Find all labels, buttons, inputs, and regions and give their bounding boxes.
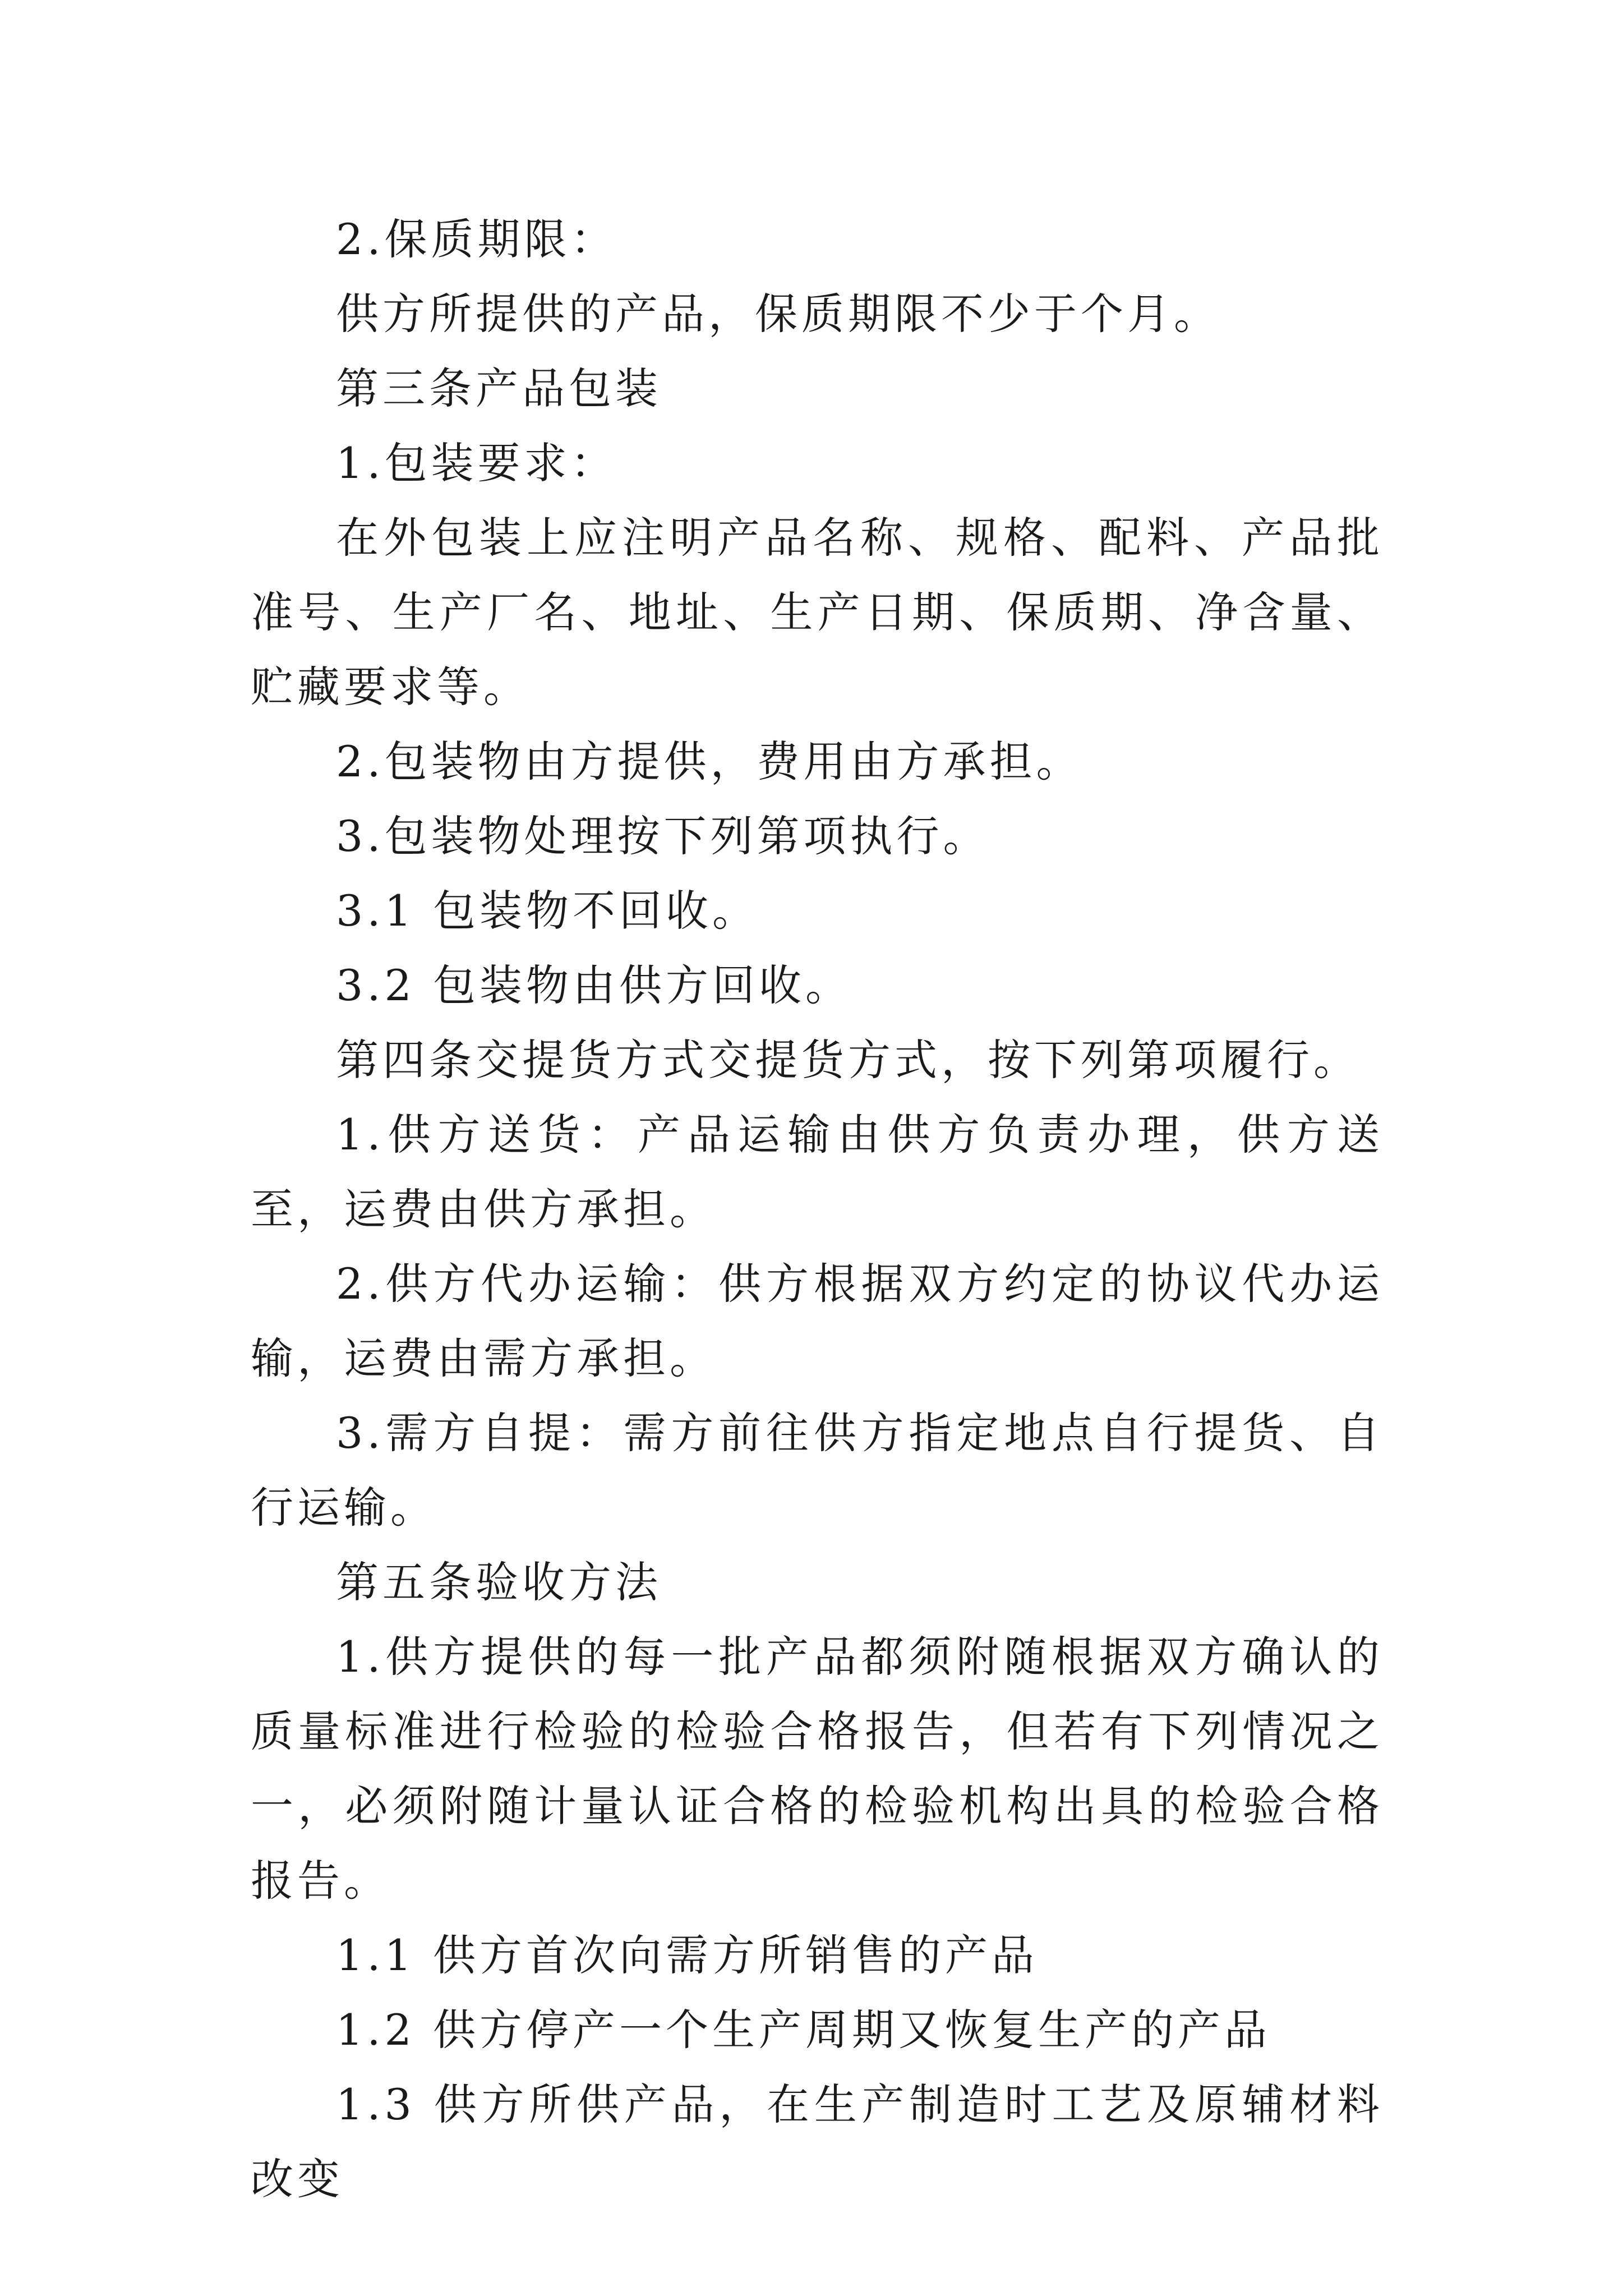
article-5-heading: 第五条验收方法 [336, 1557, 662, 1607]
paragraph-shelf-life-text: 供方所提供的产品，保质期限不少于个月。 [336, 289, 1220, 339]
paragraph-condition-1-2: 1.2 供方停产一个生产周期又恢复生产的产品 [336, 2005, 1271, 2055]
paragraph-condition-1-1: 1.1 供方首次向需方所销售的产品 [336, 1930, 1039, 1980]
paragraph-packaging-not-recycled: 3.1 包装物不回收。 [336, 886, 759, 936]
paragraph-packaging-recycled-by-supplier: 3.2 包装物由供方回收。 [336, 960, 852, 1010]
paragraph-shelf-life-heading: 2.保质期限： [336, 214, 617, 264]
paragraph-supplier-delivery: 1.供方送货：产品运输由供方负责办理，供方送至，运费由供方承担。 [251, 1110, 1384, 1234]
article-3-heading: 第三条产品包装 [336, 364, 662, 413]
article-4-heading: 第四条交提货方式交提货方式，按下列第项履行。 [336, 1035, 1360, 1085]
paragraph-packaging-provider: 2.包装物由方提供，费用由方承担。 [336, 737, 1083, 786]
paragraph-supplier-agent-transport: 2.供方代办运输：供方根据双方约定的协议代办运输，运费由需方承担。 [251, 1259, 1384, 1383]
paragraph-packaging-handling: 3.包装物处理按下列第项执行。 [336, 811, 990, 861]
paragraph-buyer-pickup: 3.需方自提：需方前往供方指定地点自行提货、自行运输。 [251, 1408, 1384, 1533]
paragraph-packaging-requirements-text: 在外包装上应注明产品名称、规格、配料、产品批准号、生产厂名、地址、生产日期、保质期、净含量、贮藏要求等。 [251, 513, 1384, 712]
paragraph-inspection-report: 1.供方提供的每一批产品都须附随根据双方确认的质量标准进行检验的检验合格报告，但若有下列情况之一，必须附随计量认证合格的检验机构出具的检验合格报告。 [251, 1632, 1384, 1906]
paragraph-packaging-requirements-heading: 1.包装要求： [336, 438, 617, 488]
paragraph-condition-1-3: 1.3 供方所供产品，在生产制造时工艺及原辅材料改变 [251, 2079, 1384, 2204]
document-body [251, 202, 1384, 2216]
